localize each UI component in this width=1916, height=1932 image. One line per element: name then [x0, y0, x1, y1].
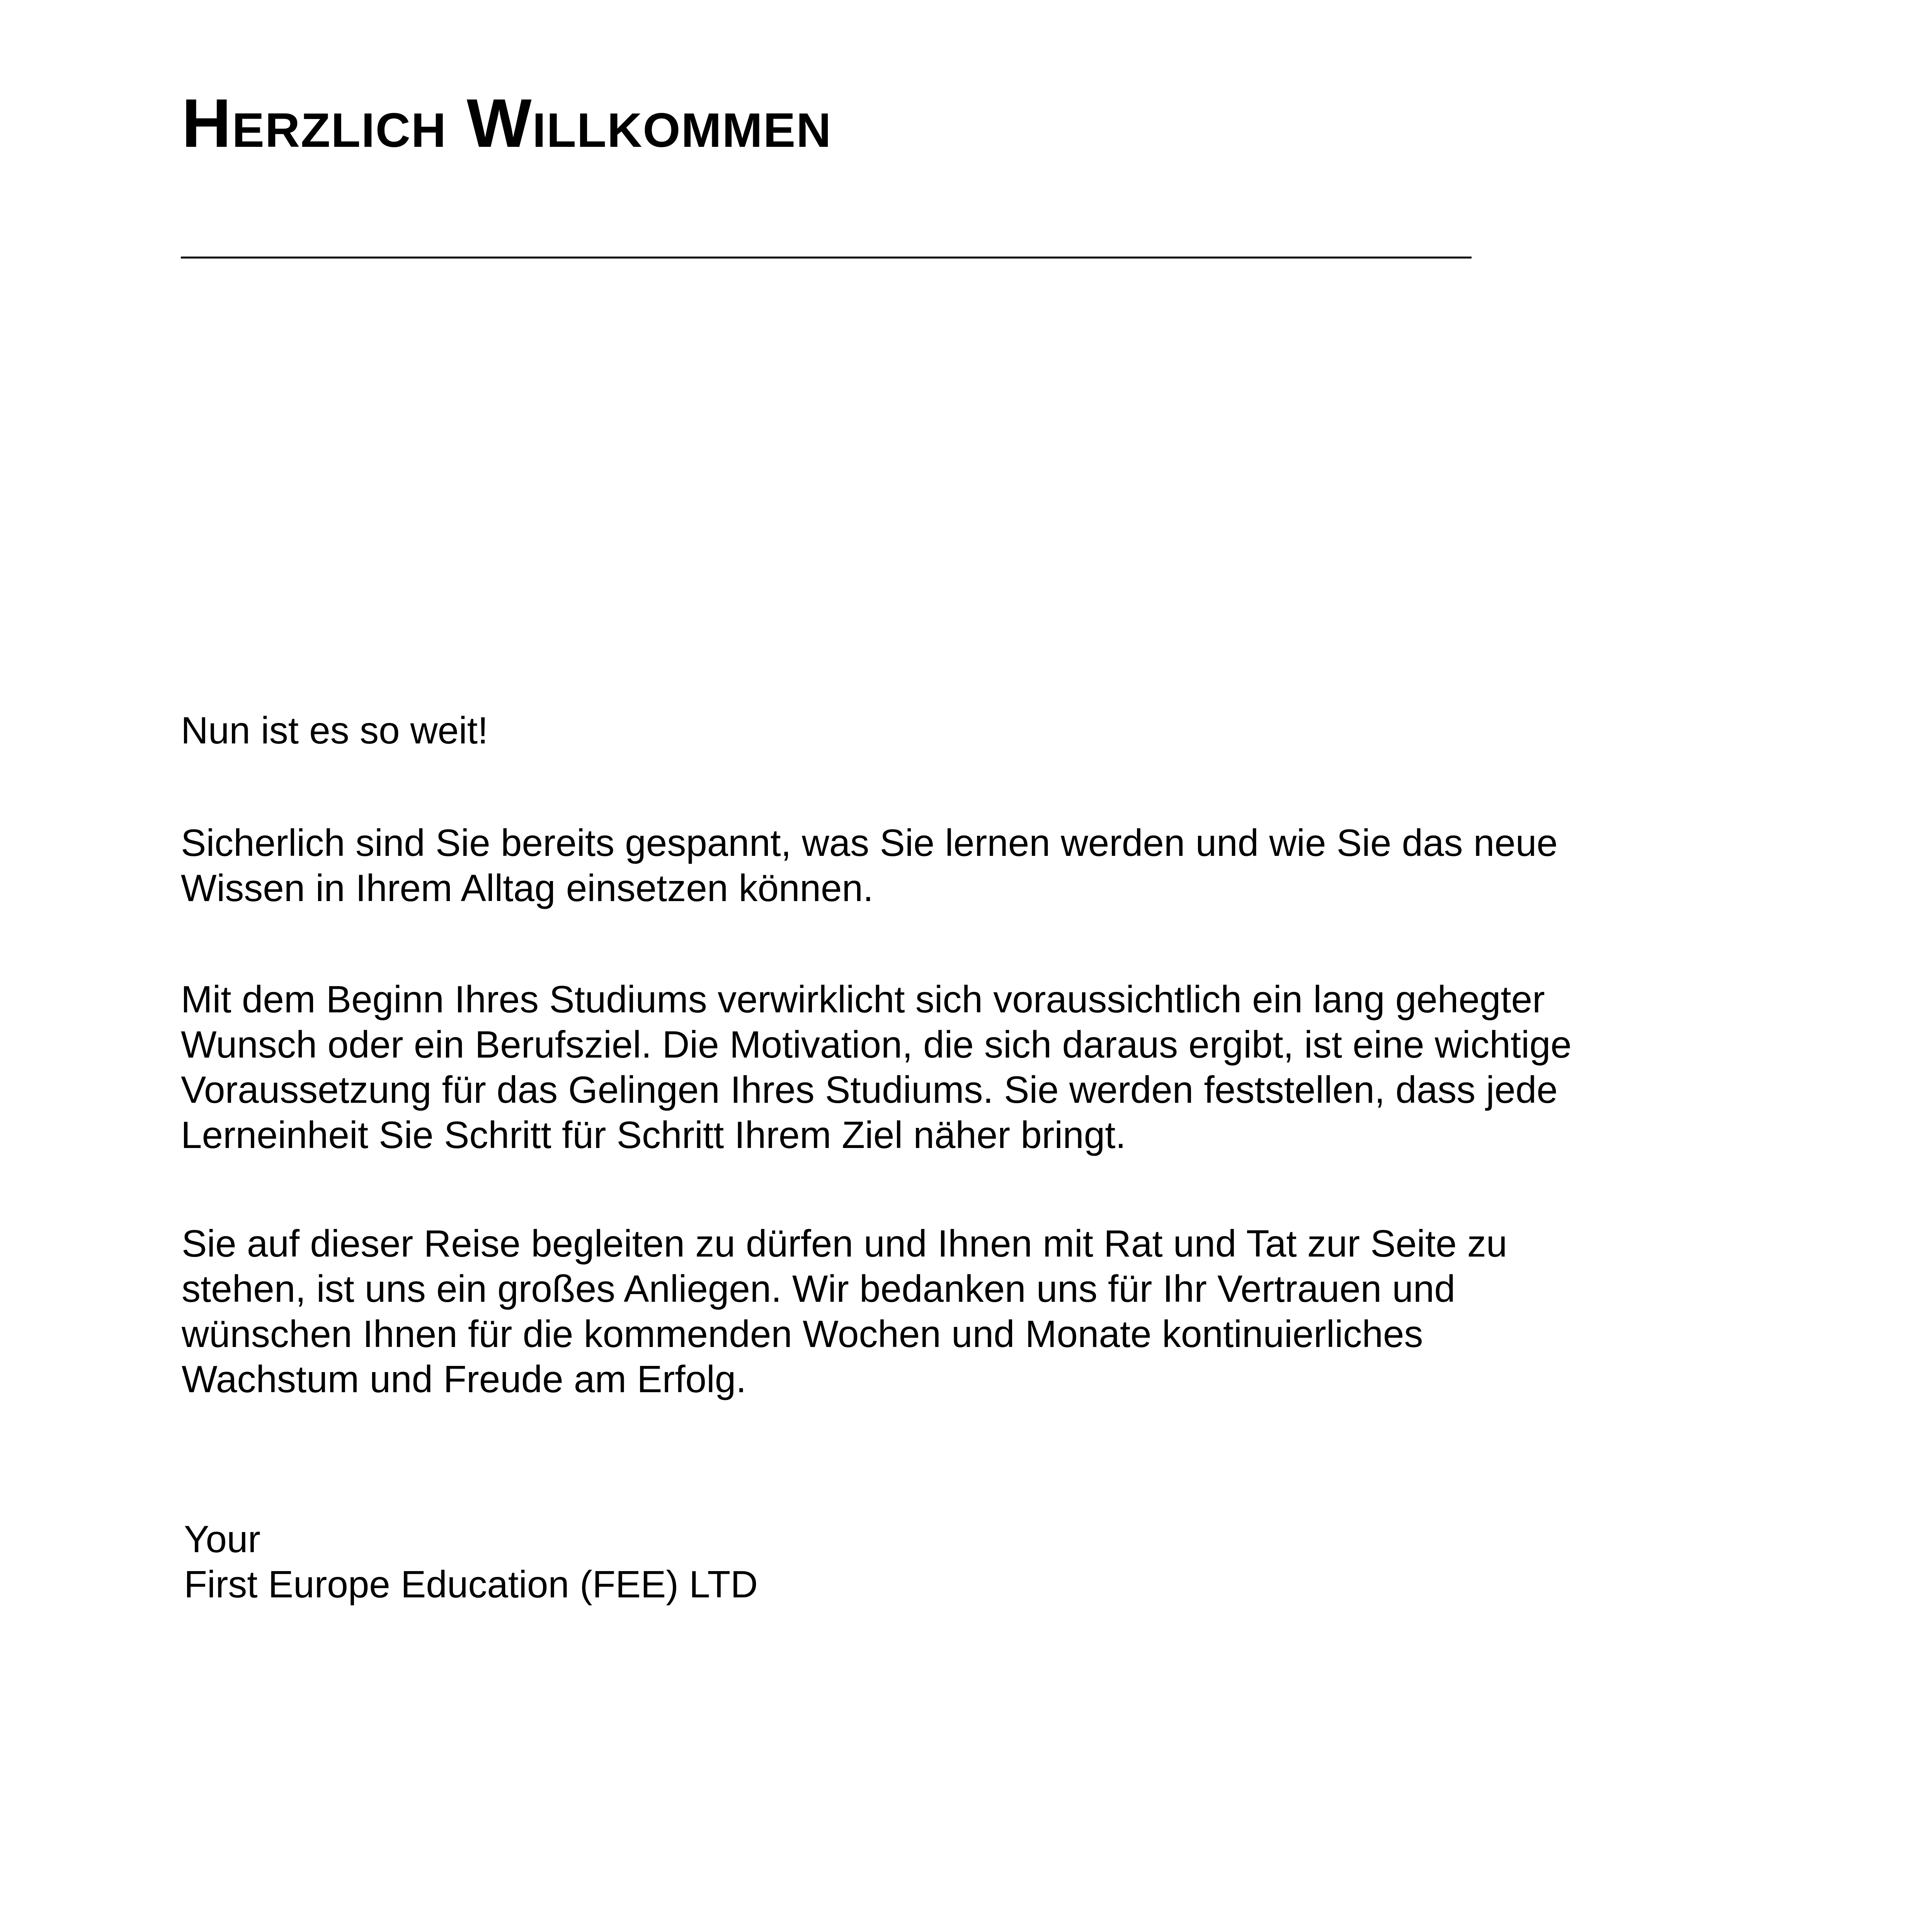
- paragraph-2-line: Mit dem Beginn Ihres Studiums verwirklicht sich voraussichtlich ein lang gehegter: [181, 978, 1545, 1020]
- paragraph-1: [181, 820, 1558, 911]
- paragraph-2: [181, 977, 1572, 1158]
- paragraph-2-line: Voraussetzung für das Gelingen Ihres Studiums. Sie werden feststellen, dass jede: [181, 1068, 1558, 1111]
- paragraph-1-line: Wissen in Ihrem Alltag einsetzen können.: [181, 867, 874, 909]
- intro-line: Nun ist es so weit!: [181, 709, 488, 752]
- closing-block: [184, 1517, 758, 1607]
- closing-line: Your: [184, 1518, 261, 1560]
- paragraph-2-line: Lerneinheit Sie Schritt für Schritt Ihrem Ziel näher bringt.: [181, 1114, 1126, 1156]
- paragraph-2-line: Wunsch oder ein Berufsziel. Die Motivation, die sich daraus ergibt, ist eine wichtige: [181, 1023, 1572, 1066]
- signature-line: First Europe Education (FEE) LTD: [184, 1563, 758, 1605]
- title-divider: [181, 257, 1472, 259]
- intro-paragraph: [181, 708, 488, 753]
- page-title: Herzlich Willkommen: [182, 85, 832, 162]
- paragraph-3-line: Sie auf dieser Reise begleiten zu dürfen und Ihnen mit Rat und Tat zur Seite zu: [182, 1222, 1508, 1265]
- paragraph-3-line: stehen, ist uns ein großes Anliegen. Wir bedanken uns für Ihr Vertrauen und: [182, 1267, 1455, 1310]
- paragraph-3-line: Wachstum und Freude am Erfolg.: [182, 1358, 747, 1400]
- paragraph-3: [182, 1221, 1507, 1402]
- paragraph-3-line: wünschen Ihnen für die kommenden Wochen und Monate kontinuierliches: [182, 1313, 1423, 1355]
- paragraph-1-line: Sicherlich sind Sie bereits gespannt, was Sie lernen werden und wie Sie das neue: [181, 821, 1558, 864]
